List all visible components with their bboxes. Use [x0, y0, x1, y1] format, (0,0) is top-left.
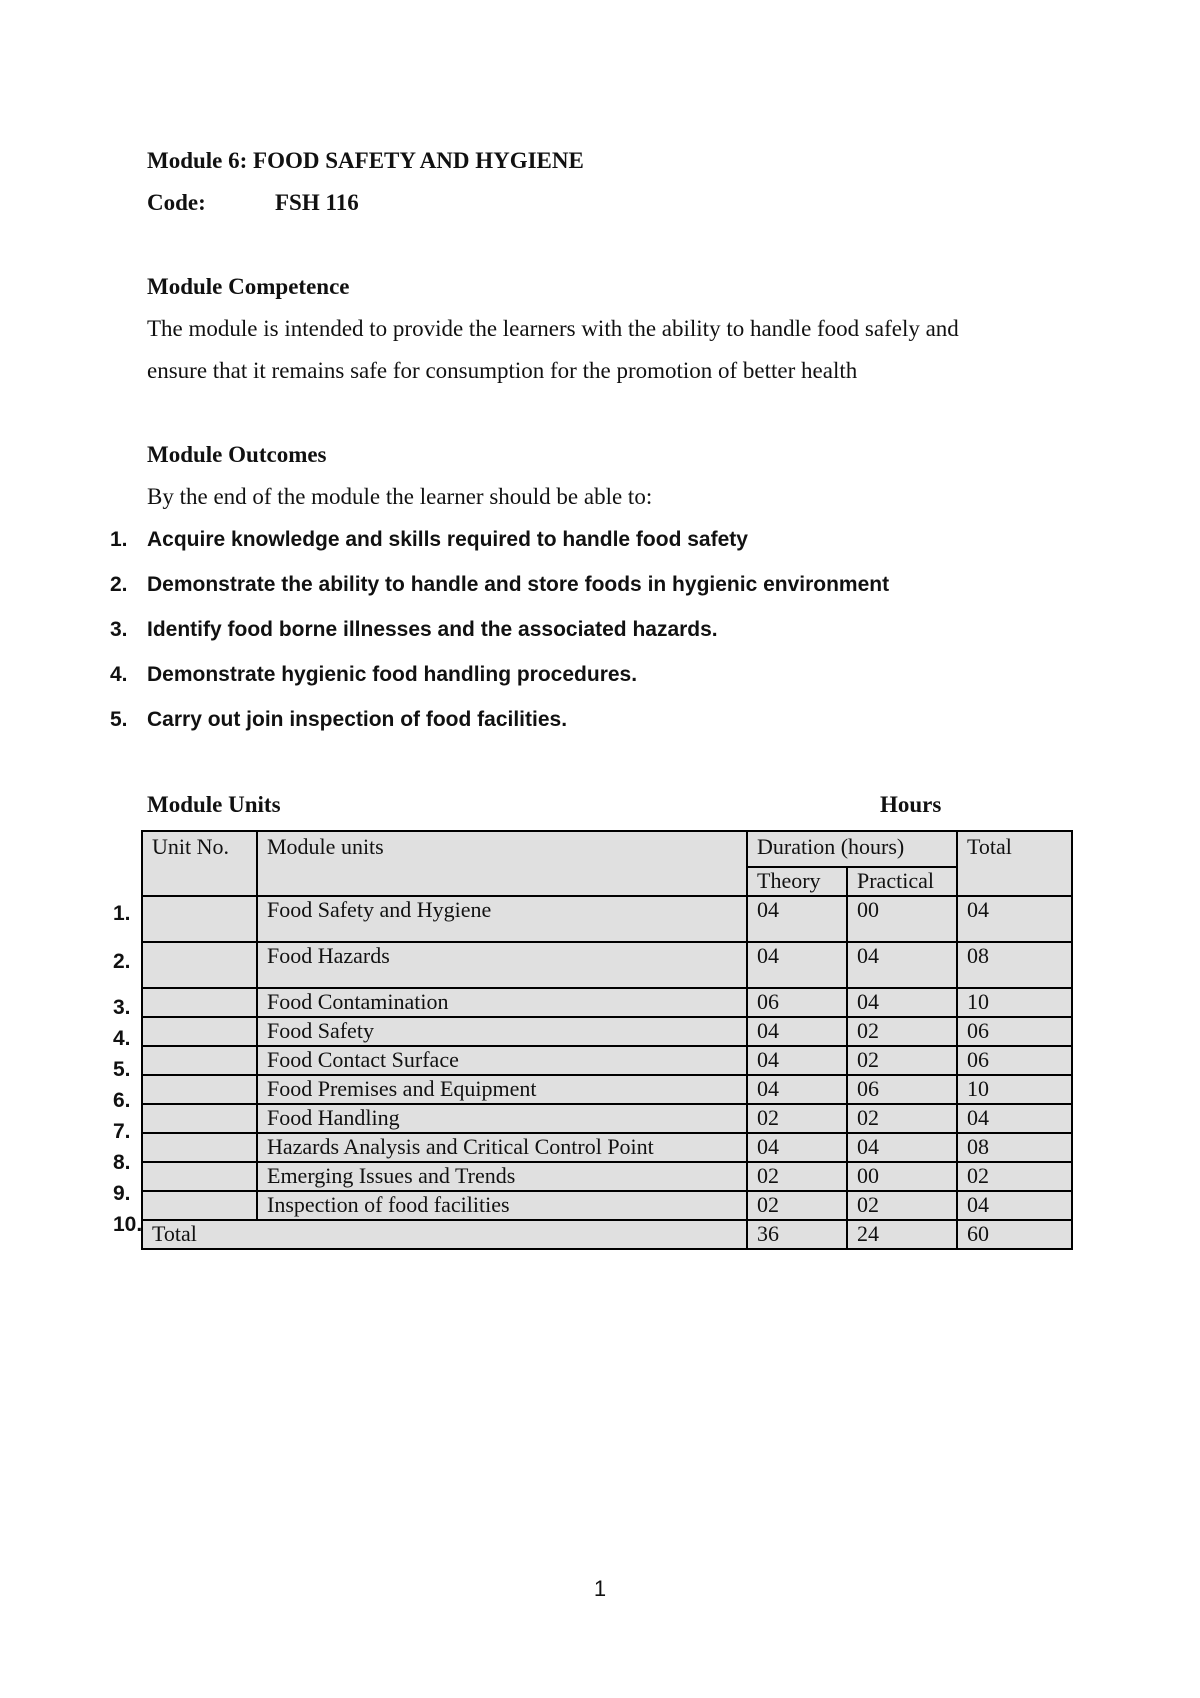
unit-name-cell: Food Contamination [257, 988, 747, 1017]
table-row [142, 1162, 1072, 1191]
total-cell: 06 [957, 1017, 1072, 1046]
total-theory-cell: 36 [747, 1220, 847, 1249]
unit-name-cell: Food Safety and Hygiene [257, 896, 747, 942]
theory-cell: 04 [747, 942, 847, 988]
unit-name-cell: Food Handling [257, 1104, 747, 1133]
unit-no-cell [142, 1104, 257, 1133]
row-number: 4. [113, 1027, 131, 1050]
practical-cell: 02 [847, 1017, 957, 1046]
unit-no-cell [142, 1162, 257, 1191]
practical-cell: 00 [847, 1162, 957, 1191]
outcome-text: Demonstrate hygienic food handling procedures. [147, 663, 638, 686]
unit-no-cell [142, 1017, 257, 1046]
outcome-number: 4. [110, 663, 128, 686]
outcomes-heading: Module Outcomes [147, 442, 327, 467]
unit-no-cell [142, 1046, 257, 1075]
table-row [142, 942, 1072, 988]
table-row [142, 1191, 1072, 1220]
unit-no-cell [142, 1191, 257, 1220]
total-cell: 04 [957, 896, 1072, 942]
total-cell: 08 [957, 1133, 1072, 1162]
outcome-text: Carry out join inspection of food facilities. [147, 708, 568, 731]
total-practical-cell: 24 [847, 1220, 957, 1249]
practical-cell: 04 [847, 942, 957, 988]
header-duration: Duration (hours) [747, 831, 957, 867]
header-unit-no: Unit No. [142, 831, 257, 896]
unit-name-cell: Food Contact Surface [257, 1046, 747, 1075]
table-row [142, 988, 1072, 1017]
row-number: 5. [113, 1058, 131, 1081]
total-cell: 02 [957, 1162, 1072, 1191]
table-total-row [142, 1220, 1072, 1249]
total-cell: 04 [957, 1191, 1072, 1220]
header-module-units: Module units [257, 831, 747, 896]
theory-cell: 04 [747, 896, 847, 942]
table-header-row [142, 831, 1072, 867]
practical-cell: 06 [847, 1075, 957, 1104]
practical-cell: 02 [847, 1046, 957, 1075]
theory-cell: 04 [747, 1017, 847, 1046]
competence-line-1: The module is intended to provide the learners with the ability to handle food safely and [147, 316, 959, 341]
outcome-text: Acquire knowledge and skills required to handle food safety [147, 528, 748, 551]
row-number: 7. [113, 1120, 131, 1143]
total-cell: 08 [957, 942, 1072, 988]
header-theory: Theory [747, 867, 847, 896]
table-row [142, 1075, 1072, 1104]
outcome-number: 1. [110, 528, 128, 551]
practical-cell: 02 [847, 1191, 957, 1220]
unit-name-cell: Hazards Analysis and Critical Control Point [257, 1133, 747, 1162]
total-cell: 04 [957, 1104, 1072, 1133]
code-value: FSH 116 [275, 190, 359, 215]
theory-cell: 06 [747, 988, 847, 1017]
unit-no-cell [142, 988, 257, 1017]
practical-cell: 04 [847, 988, 957, 1017]
unit-no-cell [142, 896, 257, 942]
total-label-cell: Total [142, 1220, 747, 1249]
table-row [142, 896, 1072, 942]
unit-name-cell: Food Premises and Equipment [257, 1075, 747, 1104]
table-row [142, 1104, 1072, 1133]
row-number: 6. [113, 1089, 131, 1112]
total-cell: 10 [957, 988, 1072, 1017]
competence-heading: Module Competence [147, 274, 350, 299]
code-label: Code: [147, 190, 206, 215]
competence-line-2: ensure that it remains safe for consumption for the promotion of better health [147, 358, 858, 383]
unit-no-cell [142, 1133, 257, 1162]
practical-cell: 02 [847, 1104, 957, 1133]
theory-cell: 04 [747, 1075, 847, 1104]
outcome-text: Identify food borne illnesses and the associated hazards. [147, 618, 718, 641]
theory-cell: 02 [747, 1191, 847, 1220]
practical-cell: 04 [847, 1133, 957, 1162]
outcome-number: 5. [110, 708, 128, 731]
theory-cell: 04 [747, 1133, 847, 1162]
row-number: 10. [113, 1213, 143, 1236]
module-units-table [141, 830, 1073, 1250]
theory-cell: 04 [747, 1046, 847, 1075]
row-number: 1. [113, 902, 131, 925]
theory-cell: 02 [747, 1104, 847, 1133]
header-total: Total [957, 831, 1072, 896]
total-cell: 06 [957, 1046, 1072, 1075]
unit-name-cell: Inspection of food facilities [257, 1191, 747, 1220]
page-number: 1 [593, 1576, 607, 1601]
outcomes-intro: By the end of the module the learner should be able to: [147, 484, 653, 509]
header-practical: Practical [847, 867, 957, 896]
unit-name-cell: Food Hazards [257, 942, 747, 988]
row-number: 8. [113, 1151, 131, 1174]
practical-cell: 00 [847, 896, 957, 942]
row-number: 9. [113, 1182, 131, 1205]
theory-cell: 02 [747, 1162, 847, 1191]
unit-no-cell [142, 1075, 257, 1104]
table-row [142, 1046, 1072, 1075]
total-cell: 10 [957, 1075, 1072, 1104]
row-number: 3. [113, 996, 131, 1019]
table-row [142, 1133, 1072, 1162]
unit-no-cell [142, 942, 257, 988]
unit-name-cell: Food Safety [257, 1017, 747, 1046]
row-number: 2. [113, 950, 131, 973]
total-hours-cell: 60 [957, 1220, 1072, 1249]
module-title: Module 6: FOOD SAFETY AND HYGIENE [147, 148, 584, 173]
unit-name-cell: Emerging Issues and Trends [257, 1162, 747, 1191]
outcome-number: 2. [110, 573, 128, 596]
outcome-number: 3. [110, 618, 128, 641]
outcome-text: Demonstrate the ability to handle and store foods in hygienic environment [147, 573, 890, 596]
hours-heading: Hours [880, 792, 942, 817]
table-row [142, 1017, 1072, 1046]
units-heading: Module Units [147, 792, 281, 817]
